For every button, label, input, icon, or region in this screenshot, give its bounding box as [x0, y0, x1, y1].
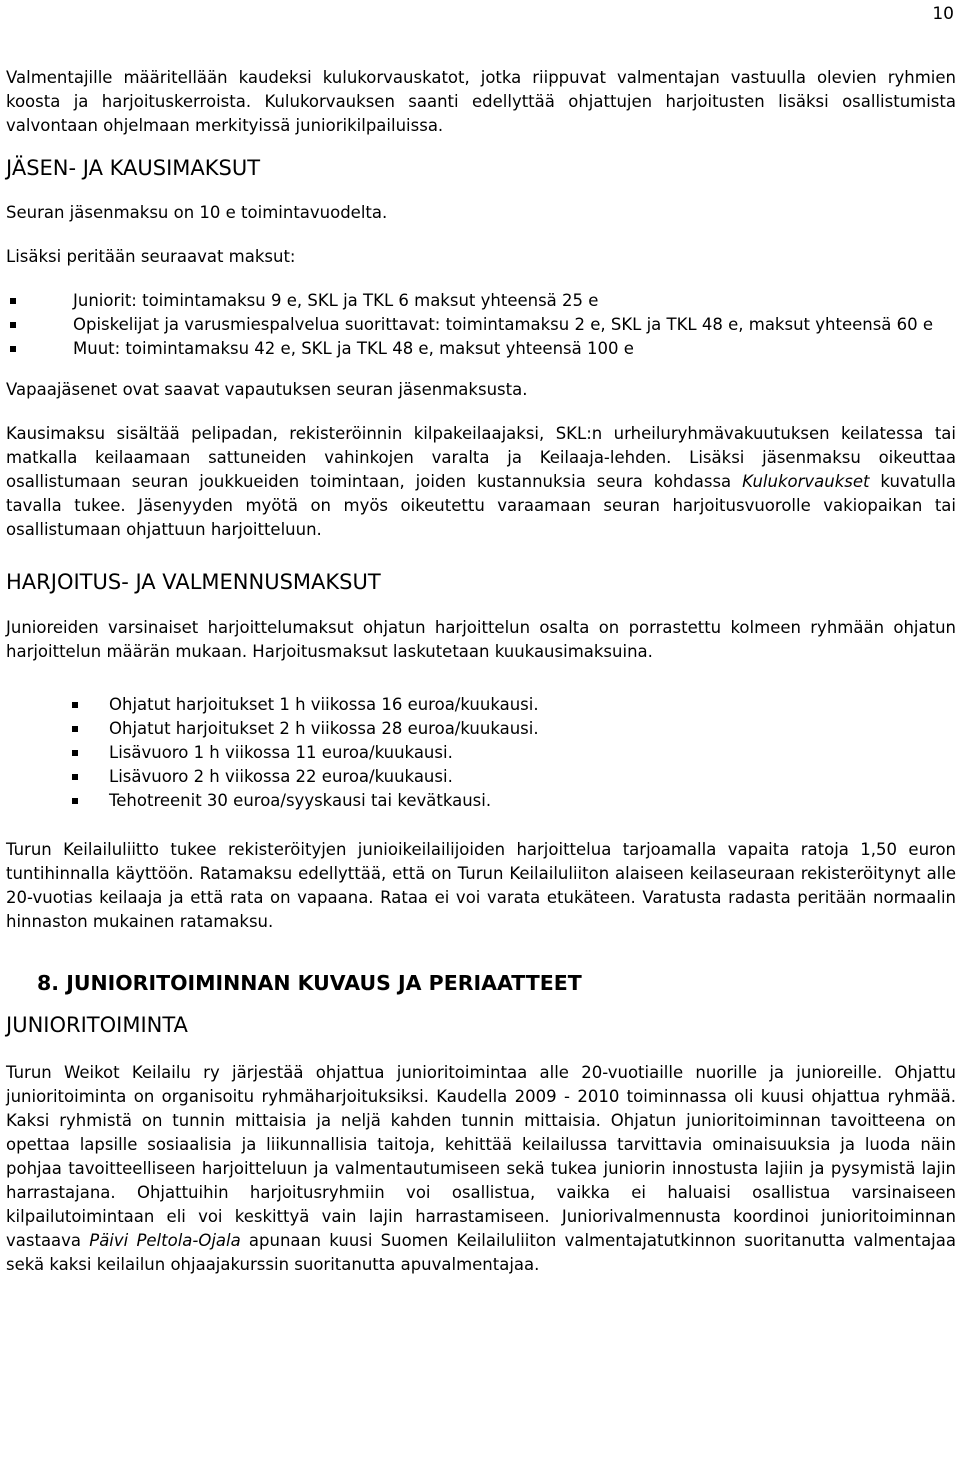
season-fee-paragraph: Kausimaksu sisältää pelipadan, rekisteröinnin kilpakeilaajaksi, SKL:n urheiluryhmävakuutuksen keilatessa tai matkalla keilaamaan sattuneiden vahinkojen varalta ja Keilaaja-lehden. Lisäksi jäsenmaksu oikeuttaa osallistumaan seuran joukkueiden toimintaan, joiden kustannuksia seura kohdassa Kulukorvaukset kuvatulla tavalla tukee. Jäsenyyden myötä on myös oikeutettu varaamaan seuran harjoitusvuorolle vakiopaikan tai osallistumaan ohjattuun harjoitteluun. [6, 424, 956, 539]
list-item: Ohjatut harjoitukset 2 h viikossa 28 euroa/kuukausi. [6, 717, 956, 741]
membership-fee-line: Seuran jäsenmaksu on 10 e toimintavuodelta. [6, 203, 388, 222]
free-members-note: Vapaajäsenet ovat saavat vapautuksen seuran jäsenmaksusta. [6, 380, 528, 399]
square-bullet-icon [10, 322, 16, 328]
square-bullet-icon [10, 298, 16, 304]
square-bullet-icon [72, 726, 78, 732]
membership-heading: JÄSEN- JA KAUSIMAKSUT [6, 156, 261, 180]
document-body [6, 66, 956, 1277]
lane-support-paragraph: Turun Keilailuliitto tukee rekisteröityjen junioikeilailijoiden harjoittelua tarjoamalla vapaita ratoja 1,50 euron tuntihinnalla käyttöön. Ratamaksu edellyttää, että on Turun Keilailuliiton alaiseen keilaseuraan rekisteröitynyt alle 20-vuotias keilaaja ja että rata on vapaana. Rataa ei voi varata etukäteen. Varatusta radasta peritään normaalin hinnaston mukainen ratamaksu. [6, 840, 956, 931]
square-bullet-icon [72, 750, 78, 756]
intro-paragraph: Valmentajille määritellään kaudeksi kulukorvauskatot, jotka riippuvat valmentajan vastuulla olevien ryhmien koosta ja harjoituskerroista. Kulukorvauksen saanti edellyttää ohjattujen harjoitusten lisäksi osallistumista valvontaan ohjelmaan merkityissä juniorikilpailuissa. [6, 68, 956, 135]
junior-activity-heading: JUNIORITOIMINTA [6, 1013, 188, 1037]
training-heading: HARJOITUS- JA VALMENNUSMAKSUT [6, 570, 381, 594]
list-item: Juniorit: toimintamaksu 9 e, SKL ja TKL 6 maksut yhteensä 25 e [6, 289, 956, 313]
page-number: 10 [932, 4, 954, 24]
list-item: Lisävuoro 2 h viikossa 22 euroa/kuukausi. [6, 765, 956, 789]
square-bullet-icon [72, 774, 78, 780]
fee-list [6, 289, 956, 361]
list-item: Muut: toimintamaksu 42 e, SKL ja TKL 48 e, maksut yhteensä 100 e [6, 337, 956, 361]
training-fee-list [6, 693, 956, 813]
list-item: Tehotreenit 30 euroa/syyskausi tai kevätkausi. [6, 789, 956, 813]
section-8-heading: 8. JUNIORITOIMINNAN KUVAUS JA PERIAATTEET [37, 971, 582, 995]
square-bullet-icon [72, 702, 78, 708]
additional-fees-intro: Lisäksi peritään seuraavat maksut: [6, 247, 296, 266]
season-fee-italic: Kulukorvaukset [742, 472, 870, 491]
square-bullet-icon [72, 798, 78, 804]
list-item: Ohjatut harjoitukset 1 h viikossa 16 euroa/kuukausi. [6, 693, 956, 717]
list-item: Opiskelijat ja varusmiespalvelua suorittavat: toimintamaksu 2 e, SKL ja TKL 48 e, maksut yhteensä 60 e [6, 313, 956, 337]
coordinator-name: Päivi Peltola-Ojala [89, 1231, 241, 1250]
junior-activity-paragraph: Turun Weikot Keilailu ry järjestää ohjattua junioritoimintaa alle 20-vuotiaille nuorille ja junioreille. Ohjattu junioritoiminta on organisoitu ryhmäharjoituksiksi. Kaudella 2009 - 2010 toiminnassa oli kuusi ohjattua ryhmää. Kaksi ryhmistä on tunnin mittaisia ja neljä kahden tunnin mittaisia. Ohjatun junioritoiminnan tavoitteena on opettaa lapsille sosiaalisia ja liikunnallisia taitoja, kehittää keilailussa tarvittavia ominaisuuksia ja luoda näin pohjaa tavoitteelliseen harjoitteluun ja valmentautumiseen sekä tukea juniorin innostusta lajiin ja pysymistä lajin harrastajana. Ohjattuihin harjoitusryhmiin voi osallistua, vaikka ei haluaisi osallistua varsinaiseen kilpailutoimintaan eli voi keskittyä vain lajin harrastamiseen. Juniorivalmennusta koordinoi junioritoiminnan vastaava Päivi Peltola-Ojala apunaan kuusi Suomen Keilailuliiton valmentajatutkinnon suoritanutta valmentajaa sekä kaksi keilailun ohjaajakurssin suoritanutta apuvalmentajaa. [6, 1063, 956, 1274]
list-item: Lisävuoro 1 h viikossa 11 euroa/kuukausi. [6, 741, 956, 765]
square-bullet-icon [10, 346, 16, 352]
training-intro: Junioreiden varsinaiset harjoittelumaksut ohjatun harjoittelun osalta on porrastettu kolmeen ryhmään ohjatun harjoittelun määrän mukaan. Harjoitusmaksut laskutetaan kuukausimaksuina. [6, 618, 956, 661]
